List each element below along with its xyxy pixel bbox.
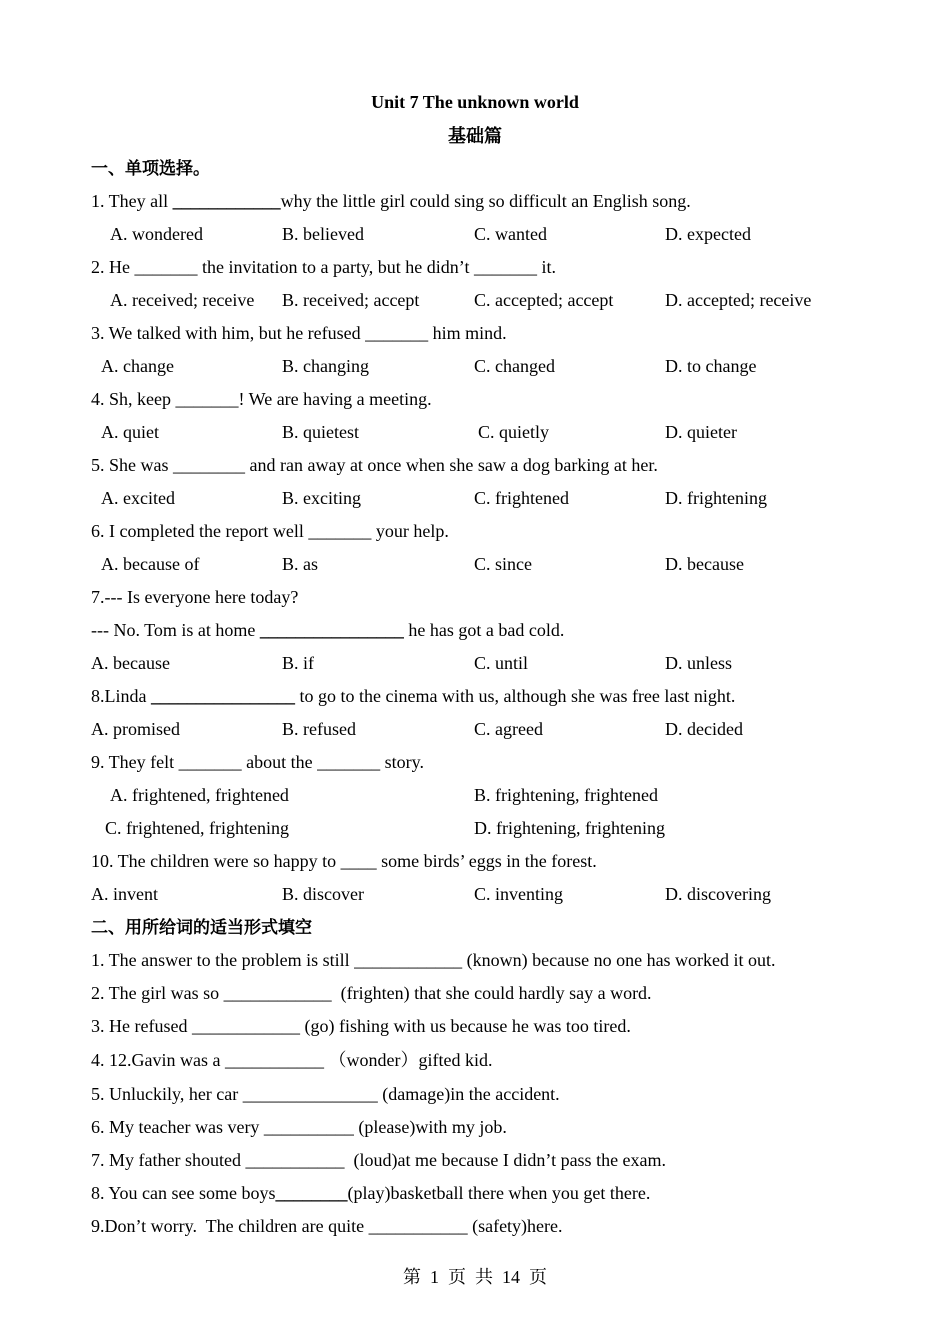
question-7-option-c: C. until	[474, 653, 529, 673]
question-1-stem	[91, 190, 691, 212]
question-9-option-d: D. frightening, frightening	[474, 818, 665, 838]
question-1-option-a: A. wondered	[110, 224, 203, 244]
question-7-stem: 7.--- Is everyone here today?	[91, 587, 299, 607]
question-7-blank: ________________	[259, 620, 404, 640]
fill-blank-8-post: (play)basketball there when you get there.	[347, 1183, 651, 1203]
fill-blank-8-pre: 8. You can see some boys	[91, 1183, 276, 1203]
question-4-option-c: C. quietly	[478, 422, 549, 442]
question-2-stem: 2. He _______ the invitation to a party, but he didn’t _______ it.	[91, 257, 556, 277]
fill-blank-2: 2. The girl was so ____________ (frighten) that she could hardly say a word.	[91, 983, 652, 1003]
question-7-answer-line	[91, 619, 564, 641]
fill-blank-1: 1. The answer to the problem is still ____________ (known) because no one has worked it out.	[91, 950, 776, 970]
question-6-option-b: B. as	[282, 554, 318, 574]
question-2-option-a: A. received; receive	[110, 290, 255, 310]
question-1-stem-pre: 1. They all	[91, 191, 173, 211]
fill-blank-9: 9.Don’t worry. The children are quite ___________ (safety)here.	[91, 1216, 563, 1236]
section1-heading: 一、单项选择。	[91, 159, 210, 179]
question-5-option-c: C. frightened	[474, 488, 569, 508]
fill-blank-4: 4. 12.Gavin was a ___________ （wonder）gifted kid.	[91, 1050, 493, 1070]
question-5-option-a: A. excited	[101, 488, 175, 508]
question-7-answer-post: he has got a bad cold.	[403, 620, 565, 640]
question-1-stem-post: why the little girl could sing so difficult an English song.	[280, 191, 691, 211]
question-1-option-d: D. expected	[665, 224, 751, 244]
question-10-stem: 10. The children were so happy to ____ some birds’ eggs in the forest.	[91, 851, 597, 871]
question-7-answer-pre: --- No. Tom is at home	[91, 620, 260, 640]
question-9-option-a: A. frightened, frightened	[110, 785, 289, 805]
question-1-option-b: B. believed	[282, 224, 364, 244]
question-8-option-a: A. promised	[91, 719, 180, 739]
question-3-option-c: C. changed	[474, 356, 555, 376]
question-5-stem: 5. She was ________ and ran away at once when she saw a dog barking at her.	[91, 455, 658, 475]
question-10-option-b: B. discover	[282, 884, 364, 904]
question-4-option-d: D. quieter	[665, 422, 737, 442]
question-4-option-b: B. quietest	[282, 422, 359, 442]
fill-blank-8-blank: ________	[275, 1183, 348, 1203]
question-1-option-c: C. wanted	[474, 224, 547, 244]
question-5-option-b: B. exciting	[282, 488, 361, 508]
fill-blank-6: 6. My teacher was very __________ (please)with my job.	[91, 1117, 507, 1137]
question-8-option-c: C. agreed	[474, 719, 543, 739]
question-1-blank: ____________	[172, 191, 281, 211]
question-4-option-a: A. quiet	[101, 422, 159, 442]
question-8-option-b: B. refused	[282, 719, 356, 739]
question-8-option-d: D. decided	[665, 719, 743, 739]
question-5-option-d: D. frightening	[665, 488, 767, 508]
fill-blank-5: 5. Unluckily, her car _______________ (damage)in the accident.	[91, 1084, 560, 1104]
question-7-option-d: D. unless	[665, 653, 732, 673]
page-subtitle: 基础篇	[448, 126, 502, 146]
page-title: Unit 7 The unknown world	[371, 92, 579, 112]
question-2-option-c: C. accepted; accept	[474, 290, 614, 310]
question-9-option-b: B. frightening, frightened	[474, 785, 658, 805]
question-8-blank: ________________	[151, 686, 295, 706]
fill-blank-3: 3. He refused ____________ (go) fishing with us because he was too tired.	[91, 1016, 631, 1036]
page-footer: 第 1 页 共 14 页	[403, 1267, 547, 1287]
question-7-option-b: B. if	[282, 653, 315, 673]
question-3-stem: 3. We talked with him, but he refused _______ him mind.	[91, 323, 507, 343]
question-3-option-b: B. changing	[282, 356, 369, 376]
question-6-option-d: D. because	[665, 554, 744, 574]
question-4-stem: 4. Sh, keep _______! We are having a meeting.	[91, 389, 432, 409]
question-2-option-d: D. accepted; receive	[665, 290, 812, 310]
fill-blank-7: 7. My father shouted ___________ (loud)at me because I didn’t pass the exam.	[91, 1150, 667, 1170]
fill-blank-8	[91, 1182, 650, 1204]
question-10-option-a: A. invent	[91, 884, 158, 904]
question-2-option-b: B. received; accept	[282, 290, 420, 310]
question-3-option-a: A. change	[101, 356, 174, 376]
question-9-option-c: C. frightened, frightening	[105, 818, 289, 838]
question-6-option-a: A. because of	[101, 554, 200, 574]
question-6-option-c: C. since	[474, 554, 532, 574]
question-3-option-d: D. to change	[665, 356, 757, 376]
question-10-option-c: C. inventing	[474, 884, 563, 904]
question-8-stem-pre: 8.Linda	[91, 686, 151, 706]
question-8-stem-post: to go to the cinema with us, although she was free last night.	[295, 686, 736, 706]
question-9-stem: 9. They felt _______ about the _______ story.	[91, 752, 424, 772]
section2-heading: 二、用所给词的适当形式填空	[91, 918, 312, 938]
question-7-option-a: A. because	[91, 653, 170, 673]
question-10-option-d: D. discovering	[665, 884, 771, 904]
question-6-stem: 6. I completed the report well _______ your help.	[91, 521, 449, 541]
question-8-stem	[91, 685, 735, 707]
